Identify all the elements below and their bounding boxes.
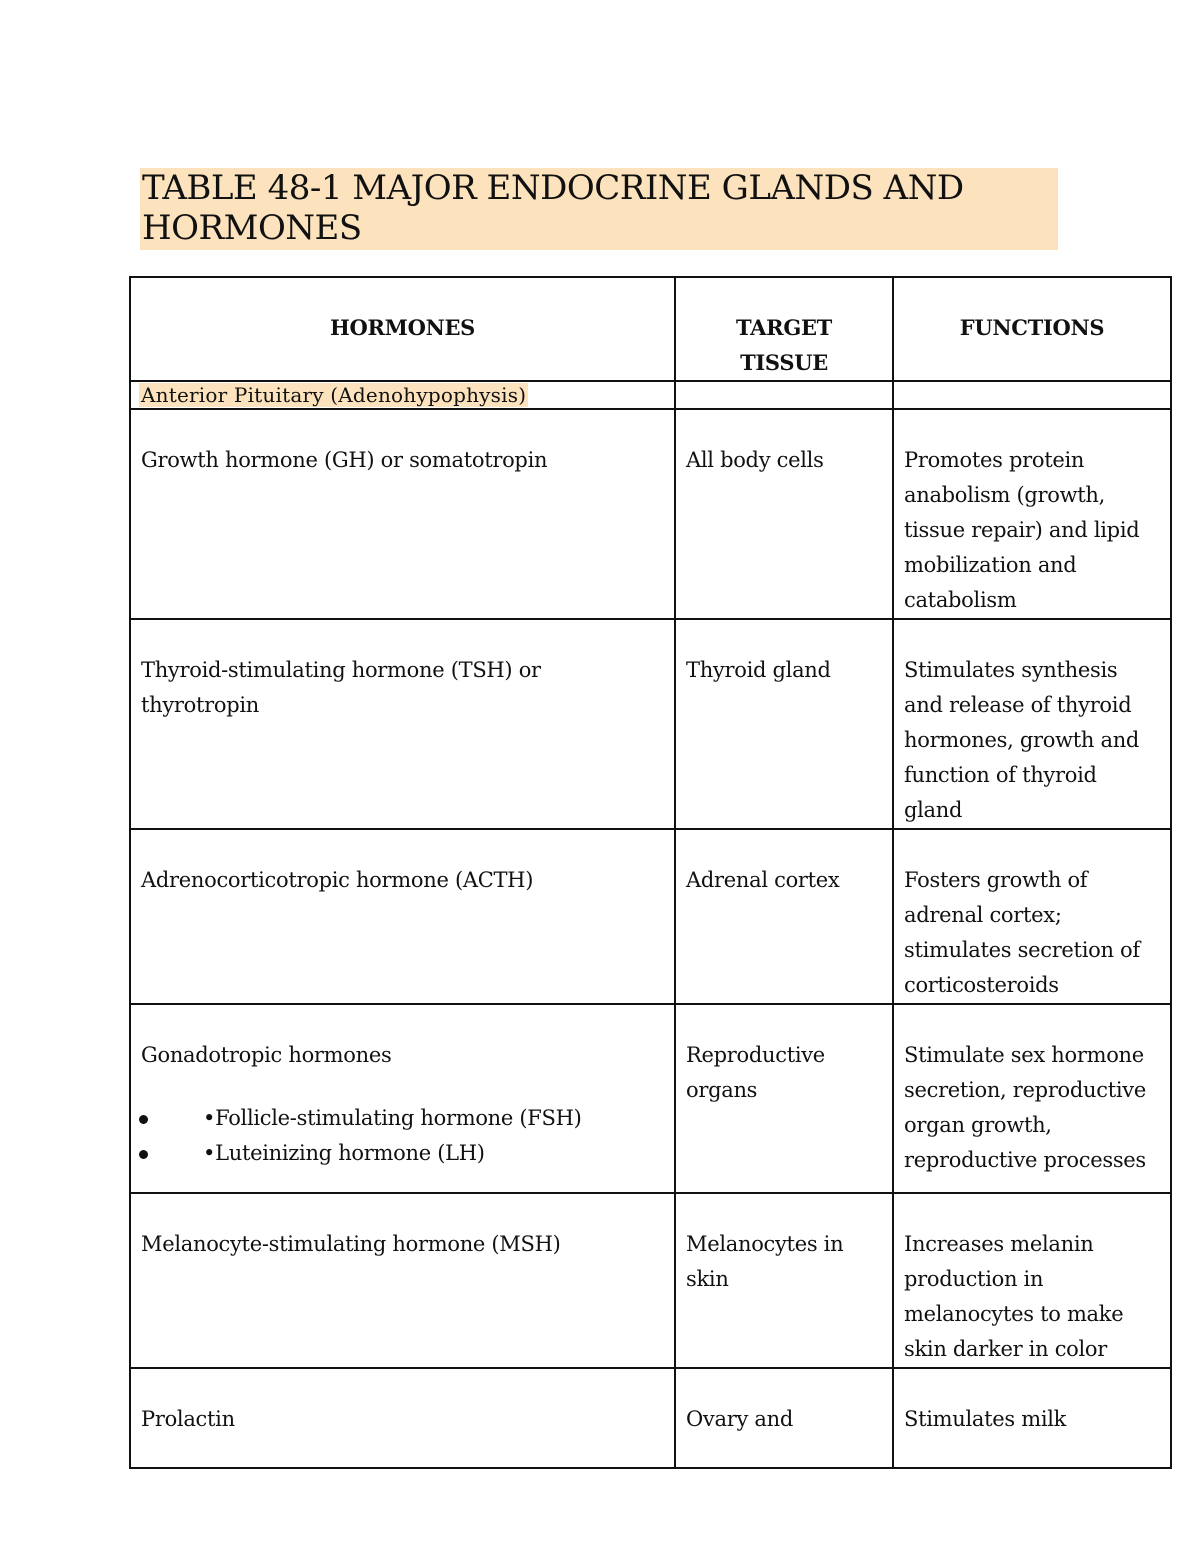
header-target-tissue: TARGET TISSUE: [675, 277, 893, 381]
target-cell: Thyroid gland: [675, 619, 893, 829]
endocrine-table: [129, 276, 1170, 1431]
hormone-label: Gonadotropic hormones: [141, 1043, 392, 1067]
list-item: [141, 1136, 664, 1171]
list-item: [141, 1101, 664, 1136]
function-cell: Increases melanin production in melanocytes to make skin darker in color: [893, 1193, 1171, 1368]
table-row: [130, 829, 1171, 1004]
target-cell: All body cells: [675, 409, 893, 619]
header-hormones: HORMONES: [130, 277, 675, 381]
section-label: Anterior Pituitary (Adenohypophysis): [141, 383, 527, 407]
function-cell: Promotes protein anabolism (growth, tissue repair) and lipid mobilization and catabolism: [893, 409, 1171, 619]
table-row: [130, 1368, 1171, 1468]
hormone-cell: Melanocyte-stimulating hormone (MSH): [130, 1193, 675, 1368]
target-cell: Reproductive organs: [675, 1004, 893, 1193]
section-row: [130, 381, 1171, 409]
target-cell: Adrenal cortex: [675, 829, 893, 1004]
hormone-cell: Thyroid-stimulating hormone (TSH) or thyrotropin: [130, 619, 675, 829]
bullet-icon: [139, 1115, 148, 1124]
target-cell: Melanocytes in skin: [675, 1193, 893, 1368]
function-cell: Stimulates milk: [893, 1368, 1171, 1468]
table-row: [130, 1193, 1171, 1368]
bullet-icon: [139, 1150, 148, 1159]
table-row: [130, 409, 1171, 619]
function-cell: Stimulates synthesis and release of thyroid hormones, growth and function of thyroid gland: [893, 619, 1171, 829]
target-cell: Ovary and: [675, 1368, 893, 1468]
header-functions: FUNCTIONS: [893, 277, 1171, 381]
sub-hormone-label: •Follicle-stimulating hormone (FSH): [203, 1106, 582, 1130]
table-row: [130, 1004, 1171, 1193]
hormone-cell: [130, 1004, 675, 1193]
header-row: [130, 277, 1171, 381]
hormone-cell: Growth hormone (GH) or somatotropin: [130, 409, 675, 619]
function-cell: Fosters growth of adrenal cortex; stimulates secretion of corticosteroids: [893, 829, 1171, 1004]
sub-hormone-label: •Luteinizing hormone (LH): [203, 1141, 485, 1165]
sub-hormone-list: [141, 1101, 664, 1171]
table-title: TABLE 48-1 MAJOR ENDOCRINE GLANDS AND HORMONES: [140, 168, 1058, 250]
function-cell: Stimulate sex hormone secretion, reproductive organ growth, reproductive processes: [893, 1004, 1171, 1193]
hormone-cell: Prolactin: [130, 1368, 675, 1468]
table-row: [130, 619, 1171, 829]
hormone-cell: Adrenocorticotropic hormone (ACTH): [130, 829, 675, 1004]
